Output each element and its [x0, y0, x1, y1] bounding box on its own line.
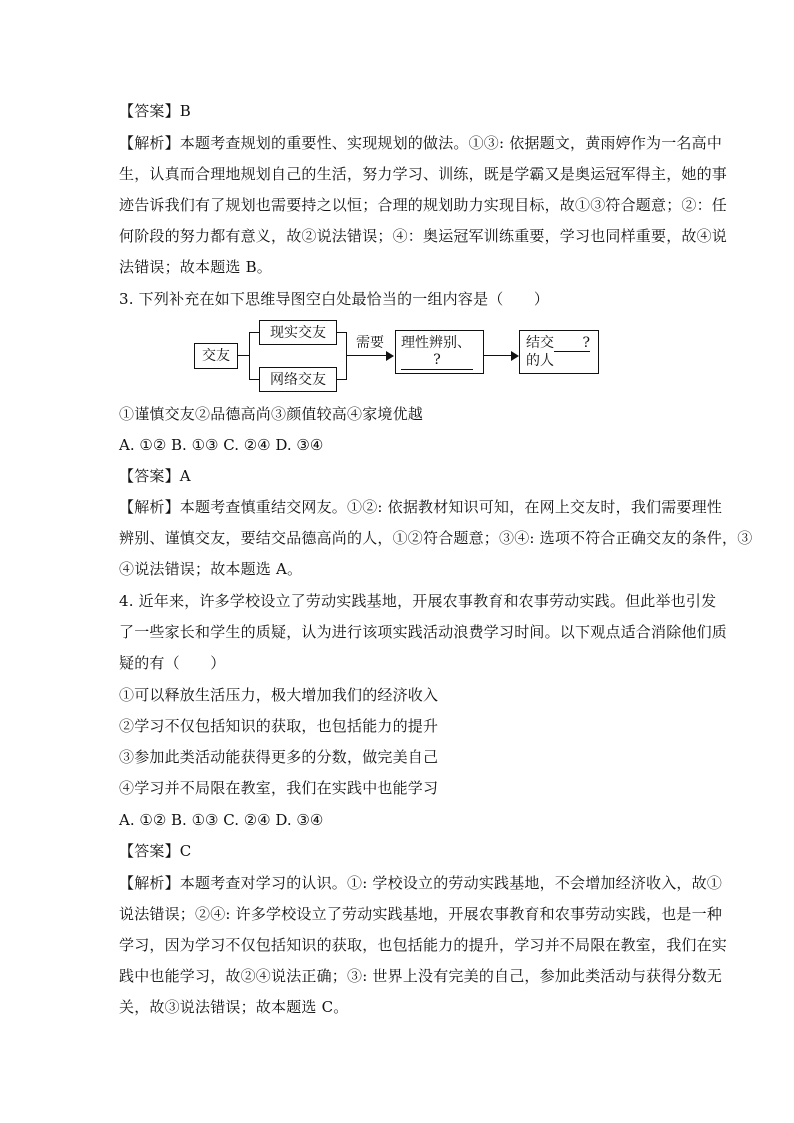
mind-map-root: [194, 343, 238, 369]
q4-answer: 【答案】C: [119, 842, 192, 860]
q3-analysis-line: 辨别、谨慎交友，要结交品德高尚的人，①②符合题意；③④: 选项不符合正确交友的条件，③: [119, 529, 753, 547]
right-line-2: 的人: [526, 353, 554, 369]
q4-analysis-line: 关，故③说法错误；故本题选 C。: [119, 998, 349, 1016]
q3-items: ①谨慎交友②品德高尚③颜值较高④家境优越: [119, 405, 424, 423]
q3-options: A. ①② B. ①③ C. ②④ D. ③④: [119, 436, 324, 454]
mind-map-middle: [395, 330, 484, 374]
q3-analysis-line: 【解析】本题考查慎重结交网友。①②: 依据教材知识可知，在网上交友时，我们需要理性: [119, 498, 723, 516]
q2-analysis-line: 何阶段的努力都有意义，故②说法错误；④：奥运冠军训练重要，学习也同样重要，故④说: [119, 227, 728, 245]
branch-bottom-label: 网络交友: [270, 372, 326, 388]
mind-map-diagram: [190, 320, 610, 392]
q4-analysis-line: 学习，因为学习不仅包括知识的获取，也包括能力的提升，学习并不局限在教室，我们在实: [119, 936, 728, 954]
q3-stem: 3. 下列补充在如下思维导图空白处最恰当的一组内容是（ ）: [119, 290, 550, 308]
branch-top-label: 现实交友: [270, 325, 326, 341]
q4-stem-line: 疑的有（ ）: [119, 654, 226, 672]
q4-item: ④学习并不局限在教室，我们在实践中也能学习: [119, 779, 439, 797]
mind-map-branch-bottom: [259, 367, 337, 392]
mind-map-branch-top: [259, 320, 337, 345]
connector-line: [249, 379, 259, 380]
middle-blank-mark: ?: [433, 352, 441, 368]
q4-analysis-line: 践中也能学习，故②④说法正确；③: 世界上没有完美的自己，参加此类活动与获得分数无: [119, 967, 723, 985]
q3-answer: 【答案】A: [119, 467, 191, 485]
arrow-line: [347, 355, 387, 356]
arrow-head-icon: [386, 351, 394, 361]
q2-analysis-line: 【解析】本题考查规划的重要性、实现规划的做法。①③: 依据题文，黄雨婷作为一名高中: [119, 134, 723, 152]
q4-analysis-line: 【解析】本题考查对学习的认识。①: 学校设立的劳动实践基地，不会增加经济收入，故①: [119, 874, 723, 892]
q2-analysis-line: 生，认真而合理地规划自己的生活，努力学习、训练，既是学霸又是奥运冠军得主，她的事: [119, 165, 728, 183]
q4-analysis-line: 说法错误；②④: 许多学校设立了劳动实践基地，开展农事教育和农事劳动实践，也是一种: [119, 905, 723, 923]
arrow-line: [484, 355, 512, 356]
q4-stem-line: 了一些家长和学生的质疑，认为进行该项实践活动浪费学习时间。以下观点适合消除他们质: [119, 623, 728, 641]
q4-item: ③参加此类活动能获得更多的分数，做完美自己: [119, 748, 439, 766]
connector-line: [249, 332, 250, 380]
q2-answer: 【答案】B: [119, 102, 192, 120]
arrow-head-icon: [511, 351, 519, 361]
q4-item: ②学习不仅包括知识的获取，也包括能力的提升: [119, 717, 439, 735]
right-line-1: [526, 334, 598, 352]
connector-line: [249, 332, 259, 333]
middle-blank: [401, 352, 473, 370]
q3-analysis-line: ④说法错误；故本题选 A。: [119, 560, 303, 578]
q4-stem-line: 4. 近年来，许多学校设立了劳动实践基地，开展农事教育和农事劳动实践。但此举也引发: [119, 592, 717, 610]
mind-map-right: [519, 330, 599, 374]
right-blank-mark: ?: [582, 335, 590, 351]
q4-options: A. ①② B. ①③ C. ②④ D. ③④: [119, 811, 324, 829]
right-line-1-prefix: 结交: [526, 335, 554, 351]
q2-analysis-line: 迹告诉我们有了规划也需要持之以恒；合理的规划助力实现目标，故①③符合题意；②：任: [119, 196, 728, 214]
q2-analysis-line: 法错误；故本题选 B。: [119, 258, 272, 276]
middle-line-1: 理性辨别、: [401, 335, 471, 351]
mind-map-root-label: 交友: [202, 348, 230, 364]
right-blank: [554, 336, 590, 352]
q4-item: ①可以释放生活压力，极大增加我们的经济收入: [119, 686, 439, 704]
arrow-label: 需要: [356, 335, 384, 351]
